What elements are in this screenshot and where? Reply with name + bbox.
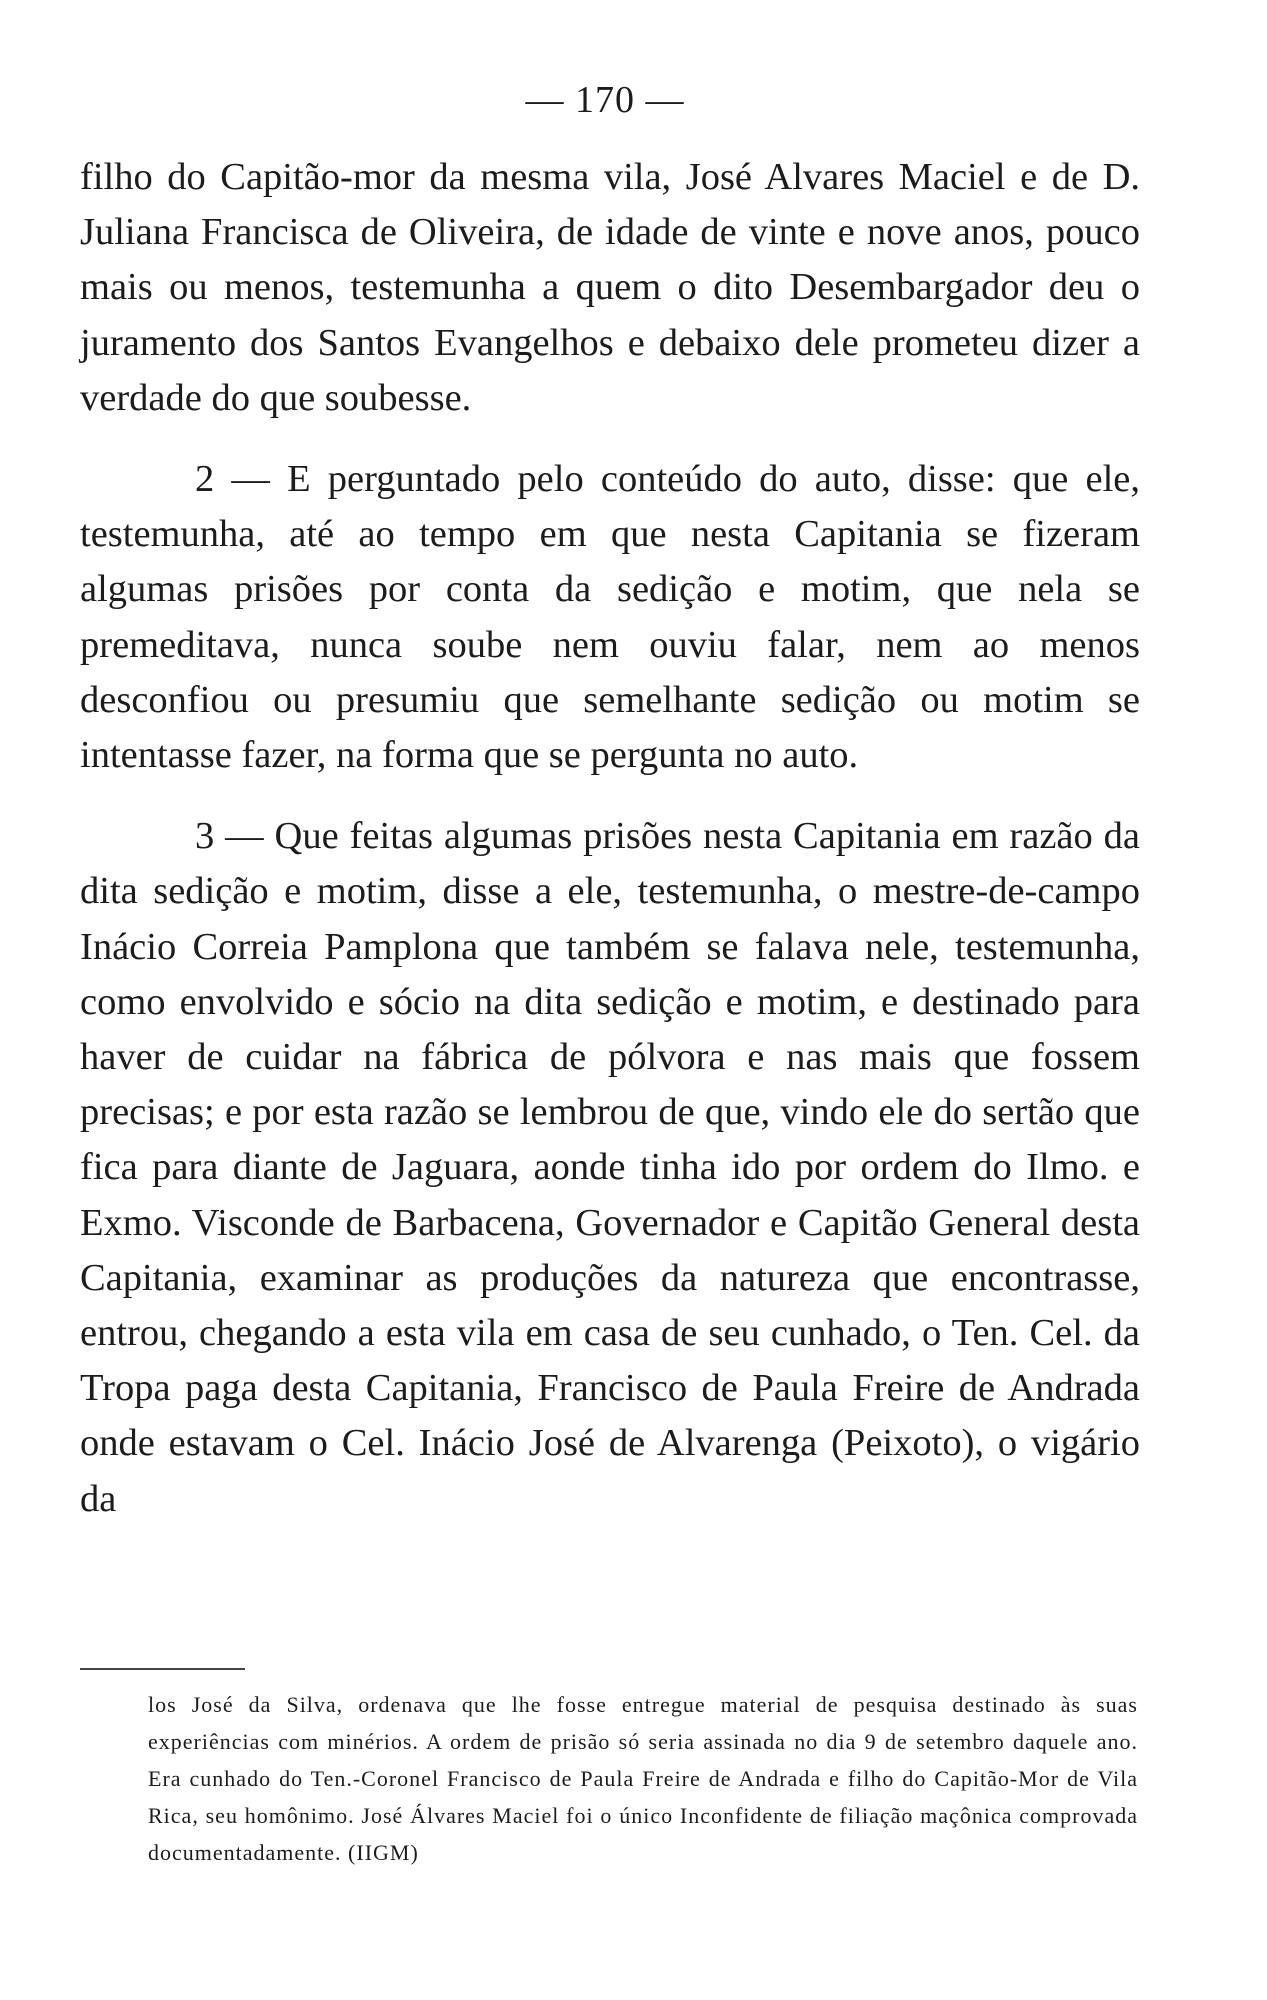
paragraph-continuation: filho do Capitão-mor da mesma vila, José Alvares Maciel e de D. Juliana Francisca de Oliveira, de idade de vinte e nove anos, pouco mais ou menos, testemunha a quem o dito Desembargador deu o juramento dos Santos Evangelhos e debaixo dele prometeu dizer a verdade do que soubesse. [80,156,1140,419]
footnote-divider [80,1668,245,1670]
footnote: los José da Silva, ordenava que lhe fosse entregue material de pesquisa destinado às suas experiências com minérios. A ordem de prisão só seria assinada no dia 9 de setembro daquele ano. Era cunhado do Ten.-Coronel Francisco de Paula Freire de Andrada e filho do Capitão-Mor de Vila Rica, seu homônimo. José Álvares Maciel foi o único Inconfidente de filiação maçônica comprovada documentadamente. (IIGM) [148,1692,1138,1865]
page-number: — 170 — [525,79,685,121]
body-text [80,150,1140,1553]
paragraph-item-2: 2 — E perguntado pelo conteúdo do auto, disse: que ele, testemunha, até ao tempo em que nesta Capitania se fizeram algumas prisões por conta da sedição e motim, que nela se premeditava, nunca soube nem ouviu falar, nem ao menos desconfiou ou presumiu que semelhante sedição ou motim se intentasse fazer, na forma que se pergunta no auto. [80,458,1140,777]
paragraph-item-3: 3 — Que feitas algumas prisões nesta Capitania em razão da dita sedição e motim, disse a ele, testemunha, o mestre-de-campo Inácio Correia Pamplona que também se falava nele, testemunha, como envolvido e sócio na dita sedição e motim, e destinado para haver de cuidar na fábrica de pólvora e nas mais que fossem precisas; e por esta razão se lembrou de que, vindo ele do sertão que fica para diante de Jaguara, aonde tinha ido por ordem do Ilmo. e Exmo. Visconde de Barbacena, Governador e Capitão General desta Capitania, examinar as produções da natureza que encontrasse, entrou, chegando a esta vila em casa de seu cunhado, o Ten. Cel. da Tropa paga desta Capitania, Francisco de Paula Freire de Andrada onde estavam o Cel. Inácio José de Alvarenga (Peixoto), o vigário da [80,815,1140,1520]
